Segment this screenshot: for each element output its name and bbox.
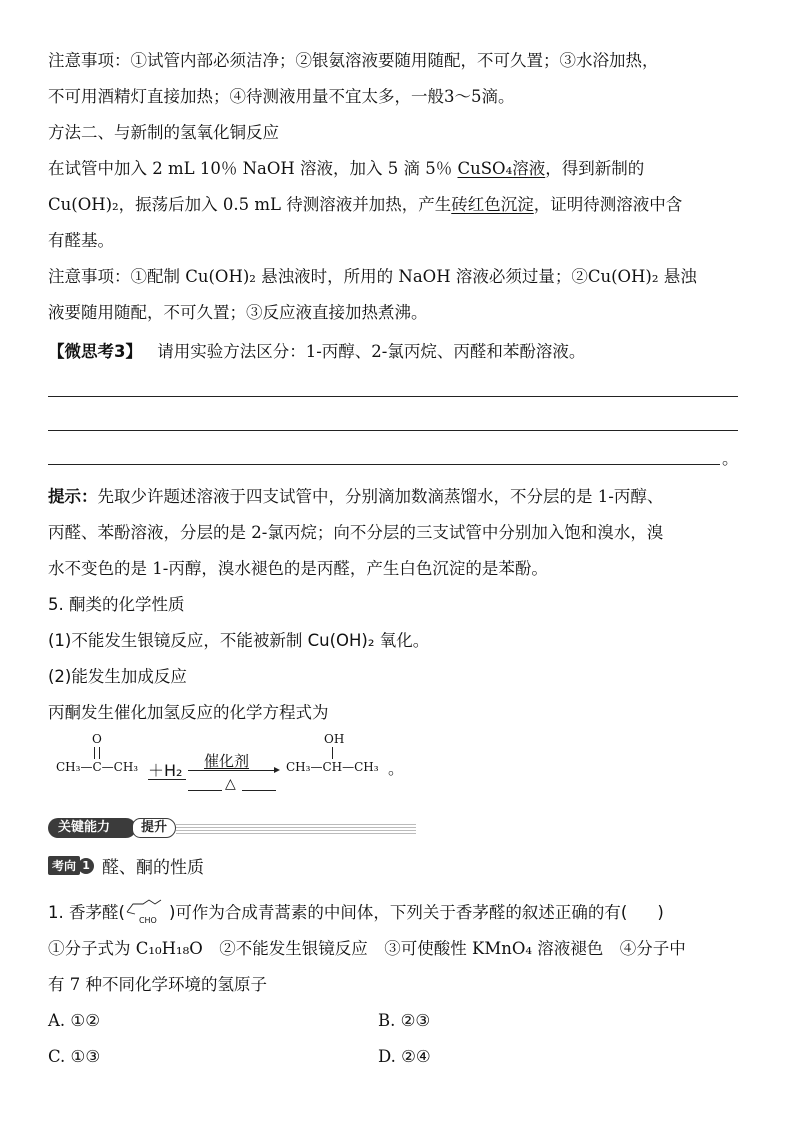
answer-blank-2[interactable] xyxy=(48,430,738,431)
banner-stripes xyxy=(176,824,416,834)
chemical-equation xyxy=(48,732,448,792)
heat-line-left xyxy=(188,790,222,791)
think-line xyxy=(48,341,585,363)
text-span: 在试管中加入 2 mL 10％ NaOH 溶液，加入 5 滴 5％ xyxy=(48,159,453,178)
text-line: 不可用酒精灯直接加热；④待测液用量不宜太多，一般3～5滴。 xyxy=(48,87,515,106)
option-c[interactable]: C. ①③ xyxy=(48,1047,101,1066)
answer-blank-3[interactable] xyxy=(48,464,720,465)
hydroxyl-group: OH xyxy=(324,732,345,746)
topic-box: 考向 xyxy=(48,856,80,875)
question-line: 有 7 种不同化学环境的氢原子 xyxy=(48,975,267,994)
method-heading: 方法二、与新制的氢氧化铜反应 xyxy=(48,123,279,142)
heat-line-right xyxy=(242,790,276,791)
heat-symbol: △ xyxy=(225,776,236,792)
double-bond xyxy=(94,747,100,759)
banner-sublabel: 提升 xyxy=(132,818,176,838)
option-a[interactable]: A. ①② xyxy=(48,1011,100,1030)
hydrogen-reactant: ＋H₂ xyxy=(148,761,183,780)
equation-end: 。 xyxy=(388,759,405,778)
carbonyl-oxygen: O xyxy=(92,732,102,746)
question-stem-start: 1. 香茅醛( xyxy=(48,903,125,922)
think-label: 【微思考3】 xyxy=(48,342,142,361)
hint-line: 水不变色的是 1-丙醇，溴水褪色的是丙醛，产生白色沉淀的是苯酚。 xyxy=(48,559,548,578)
text-line xyxy=(48,194,682,216)
topic-title: 醛、酮的性质 xyxy=(102,858,205,878)
text-line: 液要随用随配，不可久置；③反应液直接加热煮沸。 xyxy=(48,303,428,322)
text-line: 丙酮发生催化加氢反应的化学方程式为 xyxy=(48,703,329,722)
question-paren-close: ) xyxy=(657,903,664,922)
question-stem: )可作为合成青蒿素的中间体，下列关于香茅醛的叙述正确的有( xyxy=(168,903,628,922)
question-line xyxy=(48,902,748,924)
hint-label: 提示： xyxy=(48,487,98,506)
section-heading: 5. 酮类的化学性质 xyxy=(48,595,185,614)
text-span: ，证明待测溶液中含 xyxy=(533,195,683,214)
text-line: 注意事项：①试管内部必须洁净；②银氨溶液要随用随配，不可久置；③水浴加热， xyxy=(48,51,659,70)
text-span: ，得到新制的 xyxy=(545,159,645,178)
answer-blank-1[interactable] xyxy=(48,396,738,397)
cho-label: CHO xyxy=(138,915,157,925)
text-line: 注意事项：①配制 Cu(OH)₂ 悬浊液时，所用的 NaOH 溶液必须过量；②Cu(OH)₂ 悬浊 xyxy=(48,267,697,286)
catalyst-label: 催化剂 xyxy=(204,752,250,770)
text-line: 有醛基。 xyxy=(48,231,114,250)
topic-number: 1 xyxy=(78,858,94,874)
hint-line: 丙醛、苯酚溶液，分层的是 2-氯丙烷；向不分层的三支试管中分别加入饱和溴水，溴 xyxy=(48,523,664,542)
isopropanol-formula: CH₃—CH—CH₃ xyxy=(286,760,379,774)
plus-underline xyxy=(148,779,186,780)
acetone-formula: CH₃—C—CH₃ xyxy=(56,760,139,774)
citronellal-structure xyxy=(125,904,169,924)
text-line: (1)不能发生银镜反应，不能被新制 Cu(OH)₂ 氧化。 xyxy=(48,631,430,650)
text-line xyxy=(48,158,644,180)
reaction-arrow xyxy=(188,770,278,771)
blank-end-mark: 。 xyxy=(722,449,739,468)
key-ability-banner xyxy=(48,818,378,840)
question-line: ①分子式为 C₁₀H₁₈O ②不能发生银镜反应 ③可使酸性 KMnO₄ 溶液褪色 ④分子中 xyxy=(48,939,686,958)
hint-line xyxy=(48,486,663,508)
topic-heading xyxy=(48,853,205,878)
banner-label: 关键能力 xyxy=(48,818,136,838)
underlined-term: CuSO₄溶液 xyxy=(457,159,546,178)
hint-text: 先取少许题述溶液于四支试管中，分别滴加数滴蒸馏水，不分层的是 1-丙醇、 xyxy=(97,487,664,506)
arrow-head xyxy=(274,767,280,773)
text-span: Cu(OH)₂，振荡后加入 0.5 mL 待测溶液并加热，产生 xyxy=(48,195,452,214)
option-b[interactable]: B. ②③ xyxy=(378,1011,431,1030)
underlined-term: 砖红色沉淀 xyxy=(451,195,534,214)
text-line: (2)能发生加成反应 xyxy=(48,667,187,686)
option-d[interactable]: D. ②④ xyxy=(378,1047,431,1066)
think-text: 请用实验方法区分：1-丙醇、2-氯丙烷、丙醛和苯酚溶液。 xyxy=(157,342,586,361)
oh-bond xyxy=(332,747,333,759)
